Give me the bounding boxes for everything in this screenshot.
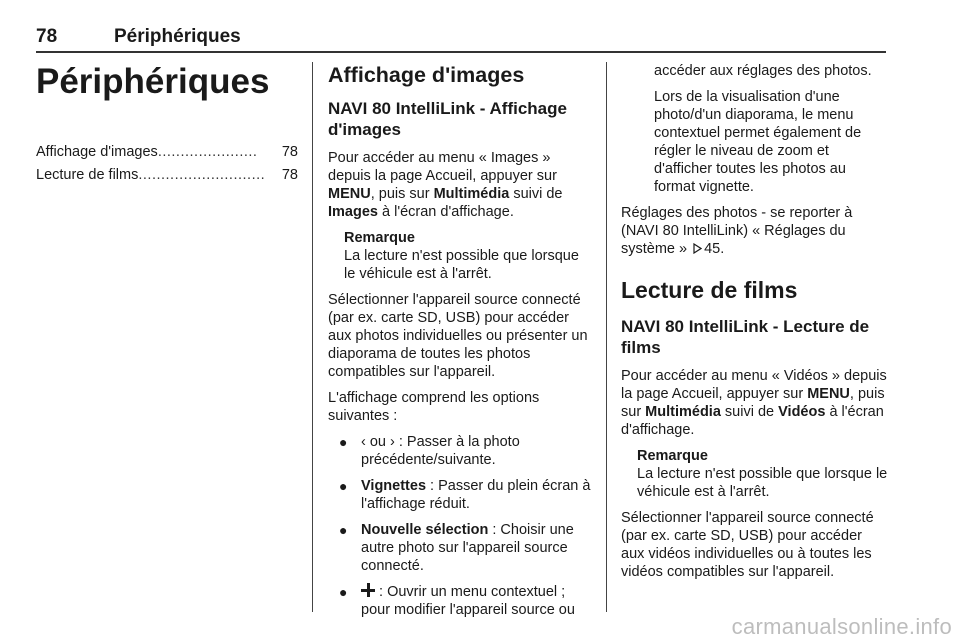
section-heading: Affichage d'images — [328, 63, 525, 87]
list-item-text: : Choisir une autre photo sur l'appareil source connecté. — [361, 522, 574, 574]
multimedia-term: Multimédia — [433, 186, 510, 202]
paragraph — [621, 204, 888, 258]
note-title: Remarque — [344, 230, 415, 246]
bullet-icon: ● — [339, 584, 348, 600]
subsection-heading: NAVI 80 IntelliLink - Affichage d'images — [328, 99, 567, 139]
list-item-text: : Passer du plein écran à l'affichage réduit. — [361, 478, 591, 512]
toc-entry[interactable] — [36, 165, 298, 185]
toc-leader-dots: ...................... — [157, 144, 258, 160]
text: , puis sur — [370, 186, 434, 202]
page-header — [36, 26, 886, 52]
text: Réglages des photos - se reporter à (NAVI 80 IntelliLink) « Réglages du système » — [621, 205, 853, 257]
page-reference[interactable]: 45. — [704, 241, 725, 257]
paragraph: Sélectionner l'appareil source connecté (par ex. carte SD, USB) pour accéder aux vidéos individuelles ou à toutes les vidéos compatibles sur l'appareil. — [621, 510, 874, 580]
continued-text: Lors de la visualisation d'une photo/d'un diaporama, le menu contextuel permet également de régler le niveau de zoom et d'afficher toutes les photos au format vignette. — [654, 89, 862, 195]
option-term: Vignettes — [361, 478, 427, 494]
toc-entry-page: 78 — [281, 167, 298, 183]
paragraph — [621, 367, 888, 439]
text: à l'écran d'affichage. — [377, 204, 514, 220]
list-item — [328, 433, 592, 469]
section-heading: Lecture de films — [621, 277, 798, 303]
menu-term: MENU — [807, 386, 850, 402]
header-rule — [36, 51, 886, 53]
table-of-contents — [36, 142, 298, 185]
toc-leader-dots: ............................ — [138, 167, 266, 183]
watermark: carmanualsonline.info — [731, 614, 952, 639]
toc-entry-label: Lecture de films — [36, 167, 139, 183]
column-films — [621, 62, 888, 589]
text: Pour accéder au menu « Images » depuis la page Accueil, appuyer sur — [328, 150, 557, 184]
note-text: La lecture n'est possible que lorsque le véhicule est à l'arrêt. — [637, 466, 888, 500]
bullet-icon: ● — [339, 434, 348, 450]
videos-term: Vidéos — [778, 404, 826, 420]
page-number: 78 — [36, 26, 58, 47]
list-item-text: ‹ ou › : Passer à la photo précédente/suivante. — [361, 434, 520, 468]
text: , puis sur — [621, 386, 885, 420]
column-divider — [312, 62, 313, 612]
subsection-heading: NAVI 80 IntelliLink - Lecture de films — [621, 317, 870, 357]
note-text: La lecture n'est possible que lorsque le véhicule est à l'arrêt. — [344, 248, 579, 282]
paragraph — [328, 149, 592, 221]
list-item-text: : Ouvrir un menu contextuel ; pour modifier l'appareil source ou — [361, 584, 575, 618]
note-box — [637, 447, 888, 501]
bullet-icon: ● — [339, 522, 348, 538]
multimedia-term: Multimédia — [645, 404, 721, 420]
list-item — [328, 521, 592, 575]
text: suivi de — [720, 404, 779, 420]
text: à l'écran d'affichage. — [621, 404, 884, 438]
column-toc — [36, 62, 298, 188]
list-item — [328, 583, 592, 619]
images-term: Images — [328, 204, 378, 220]
toc-entry-page: 78 — [281, 144, 298, 160]
chapter-title: Périphériques — [36, 62, 270, 101]
note-title: Remarque — [637, 448, 708, 464]
bullet-icon: ● — [339, 478, 348, 494]
note-box — [344, 229, 592, 283]
paragraph: Sélectionner l'appareil source connecté (par ex. carte SD, USB) pour accéder aux photos individuelles ou présenter un diaporama de toutes les photos compatibles sur l'appareil. — [328, 292, 588, 380]
continued-text: accéder aux réglages des photos. — [654, 63, 872, 79]
column-images — [328, 62, 592, 627]
plus-icon — [361, 583, 375, 597]
toc-entry[interactable] — [36, 142, 298, 162]
options-list — [328, 433, 592, 619]
running-title: Périphériques — [114, 26, 241, 47]
text: suivi de — [509, 186, 563, 202]
paragraph: L'affichage comprend les options suivantes : — [328, 390, 540, 424]
menu-term: MENU — [328, 186, 371, 202]
column-divider — [606, 62, 607, 612]
toc-entry-label: Affichage d'images — [36, 144, 158, 160]
option-term: Nouvelle sélection — [361, 522, 489, 538]
list-item — [328, 477, 592, 513]
text: Pour accéder au menu « Vidéos » depuis la page Accueil, appuyer sur — [621, 368, 887, 402]
reference-arrow-icon — [693, 243, 702, 254]
